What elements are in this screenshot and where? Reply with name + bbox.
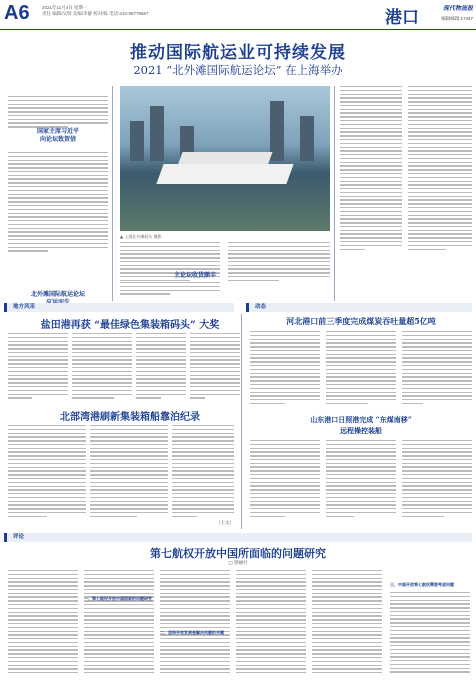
text-block — [136, 333, 186, 401]
byline: （王文） — [216, 521, 234, 526]
box-heading-1: 国家主席习近平 向论坛致贺信 — [36, 128, 79, 143]
page-number: A6 — [4, 2, 30, 24]
text-block — [8, 570, 78, 676]
text-block — [408, 86, 472, 252]
editor-credits: 责任 编辑/吴瑞 美编/李静 校对/陈 电话:010-65778667 — [42, 11, 149, 16]
section-ribbon-news: 动态 — [246, 303, 472, 312]
column-divider — [241, 314, 242, 529]
text-block — [250, 331, 320, 407]
newspaper-brand: 现代物流报 — [442, 5, 473, 12]
text-block — [390, 592, 470, 675]
shandong-headline-2: 远程操控装船 — [340, 426, 382, 435]
issue-date: 2021年11月4日 星期一 — [42, 5, 88, 10]
text-block — [72, 333, 132, 401]
text-block — [172, 425, 234, 520]
hebei-headline: 河北港口前三季度完成煤炭吞吐量超5亿吨 — [286, 316, 436, 326]
section-ribbon-local: 地方风采 — [4, 303, 234, 312]
box-heading-2: 北外滩国际航运论坛 — [30, 291, 85, 298]
text-block — [340, 86, 402, 252]
section-name: 港口 — [385, 8, 419, 28]
section-ribbon-commentary: 评论 — [4, 533, 472, 542]
lead-photo — [120, 86, 330, 231]
text-block — [90, 425, 168, 520]
text-block — [312, 570, 382, 676]
text-block — [190, 333, 240, 401]
text-block — [8, 96, 108, 130]
yantian-headline: 盐田港再获 “最佳绿色集装箱码头” 大奖 — [40, 320, 220, 331]
text-block — [8, 152, 108, 254]
commentary-headline: 第七航权开放中国所面临的问题研究 — [150, 547, 326, 560]
text-block — [326, 440, 396, 519]
commentary-subheading-3: 三、中国开放第七航权需要考虑问题 — [390, 582, 454, 587]
masthead — [0, 0, 476, 30]
masthead-meta — [42, 5, 149, 17]
brand-box — [413, 3, 473, 25]
text-block — [84, 570, 154, 676]
beibu-headline: 北部湾港刷新集装箱船靠泊纪录 — [60, 412, 200, 423]
lead-subhead: 2021 “北外滩国际航运论坛” 在上海举办 — [133, 63, 343, 77]
lead-left-column — [8, 96, 108, 316]
text-block — [236, 570, 306, 676]
lead-headline: 推动国际航运业可持续发展 — [130, 43, 346, 63]
commentary-author: □ 郭丽行 — [228, 561, 248, 566]
commentary-subheading-2: 二、坚持开放发展是解决问题的关键 — [160, 630, 224, 635]
text-block — [8, 425, 86, 520]
text-block — [228, 242, 330, 284]
text-block — [8, 333, 68, 401]
commentary-subheading-1: 一、第七航权开放中国面临的问题研究 — [84, 596, 152, 601]
column-divider — [334, 86, 335, 301]
text-block — [402, 440, 472, 519]
column-heading: 主论坛收货颇丰 — [173, 272, 216, 279]
shandong-headline-1: 山东港口日照港完成 “东煤南移” — [310, 415, 412, 424]
column-divider — [112, 86, 113, 301]
text-block — [402, 331, 472, 407]
text-block — [120, 282, 220, 297]
text-block — [160, 570, 230, 676]
photo-caption: ▲ 上海北外滩码头 摄影 — [120, 234, 162, 239]
editor-email: 编辑邮箱:17447 — [441, 16, 473, 21]
text-block — [250, 440, 320, 519]
text-block — [326, 331, 396, 407]
